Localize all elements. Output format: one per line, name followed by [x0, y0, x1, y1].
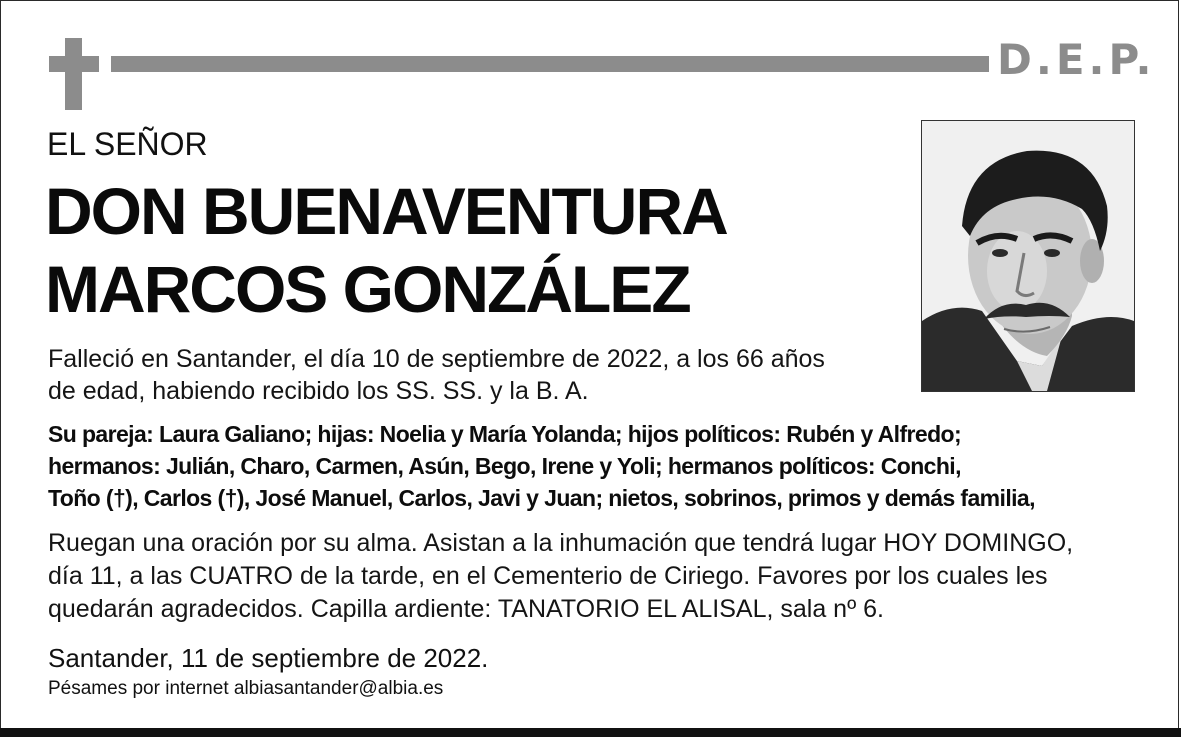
deceased-name-line-2: MARCOS GONZÁLEZ: [45, 252, 690, 326]
header-rule: [111, 56, 989, 72]
death-notice-line-2: de edad, habiendo recibido los SS. SS. y la B. A.: [48, 377, 589, 405]
death-notice-line-1: Falleció en Santander, el día 10 de septiembre de 2022, a los 66 años: [48, 345, 825, 373]
portrait-photo: [921, 120, 1135, 392]
honorific: EL SEÑOR: [47, 126, 208, 162]
deceased-name-line-1: DON BUENAVENTURA: [45, 174, 727, 248]
bottom-rule: [0, 728, 1181, 737]
family-line-3: Toño (†), Carlos (†), José Manuel, Carlos, Javi y Juan; nietos, sobrinos, primos y demás familia,: [48, 485, 1035, 511]
place-date: Santander, 11 de septiembre de 2022.: [48, 643, 489, 673]
dep-label: D.E.P.: [997, 35, 1156, 84]
request-line-2: día 11, a las CUATRO de la tarde, en el Cementerio de Ciriego. Favores por los cuales les: [48, 562, 1048, 590]
request-line-3: quedarán agradecidos. Capilla ardiente: TANATORIO EL ALISAL, sala nº 6.: [48, 595, 884, 623]
cross-icon: [49, 38, 99, 110]
condolences-email: Pésames por internet albiasantander@albia.es: [48, 678, 444, 699]
family-line-2: hermanos: Julián, Charo, Carmen, Asún, Bego, Irene y Yoli; hermanos políticos: Conchi,: [48, 453, 961, 479]
request-line-1: Ruegan una oración por su alma. Asistan a la inhumación que tendrá lugar HOY DOMINGO,: [48, 529, 1074, 557]
family-line-1: Su pareja: Laura Galiano; hijas: Noelia y María Yolanda; hijos políticos: Rubén y Alfredo;: [48, 421, 962, 447]
